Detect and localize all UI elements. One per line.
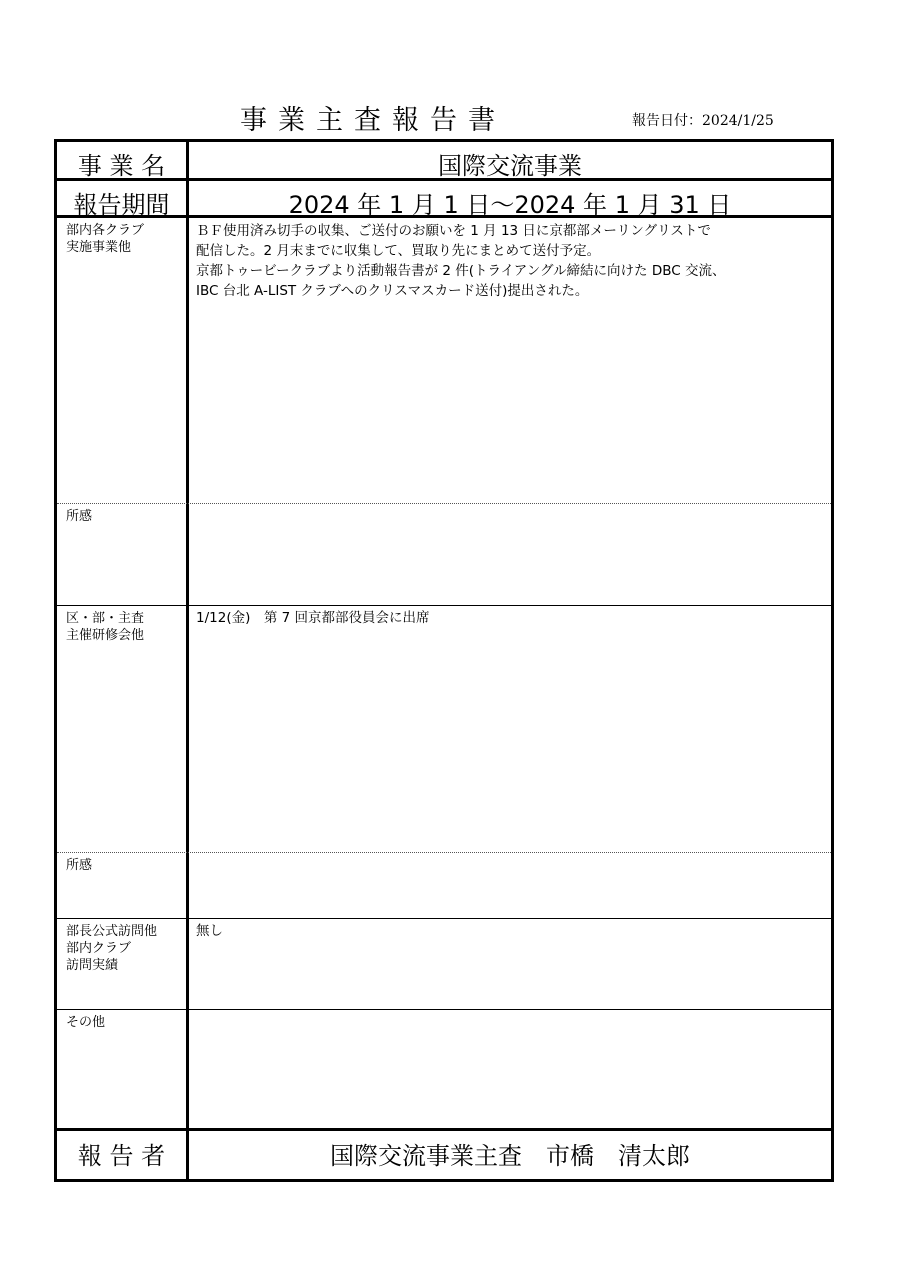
club-activities-line: 京都トゥービークラブより活動報告書が 2 件(トライアングル締結に向けた DBC 交流、 <box>196 263 726 279</box>
club-activities-line: ＢＦ使用済み切手の収集、ご送付のお願いを 1 月 13 日に京都部メーリングリストで <box>196 223 711 239</box>
club-activities-label: 部内各クラブ 実施事業他 <box>66 223 145 255</box>
other-label: その他 <box>66 1015 106 1030</box>
report-form <box>54 139 834 1182</box>
visits-label: 部長公式訪問他 部内クラブ 訪問実績 <box>66 924 158 973</box>
row-divider <box>57 215 831 218</box>
row-divider <box>57 503 831 504</box>
row-divider <box>57 1009 831 1010</box>
district-training-line: 1/12(金) 第 7 回京都部役員会に出席 <box>196 610 430 626</box>
report-date-value: 2024/1/25 <box>702 113 774 129</box>
reporter-label: 報 告 者 <box>77 1142 166 1170</box>
report-date-label: 報告日付： <box>632 113 702 129</box>
row-divider <box>57 178 831 181</box>
reporter-value: 国際交流事業主査 市橋 清太郎 <box>330 1142 690 1170</box>
project-label: 事 業 名 <box>77 152 166 180</box>
document-title: 事業主査報告書 <box>240 105 506 136</box>
row-divider <box>57 1128 831 1131</box>
impression-1-label: 所感 <box>66 509 93 524</box>
period-label: 報告期間 <box>73 191 170 219</box>
visits-text: 無し <box>196 923 223 939</box>
row-divider <box>57 852 831 853</box>
district-training-text <box>196 608 832 628</box>
project-value: 国際交流事業 <box>438 152 582 180</box>
impression-2-label: 所感 <box>66 858 93 873</box>
period-value: 2024 年 1 月 1 日～2024 年 1 月 31 日 <box>288 191 732 219</box>
club-activities-text <box>196 221 832 301</box>
club-activities-line: 配信した。2 月末までに収集して、買取り先にまとめて送付予定。 <box>196 243 601 259</box>
district-training-label: 区・部・主査 主催研修会他 <box>66 611 145 643</box>
report-date <box>632 110 774 130</box>
column-divider <box>186 142 189 1179</box>
row-divider <box>57 605 831 606</box>
row-divider <box>57 918 831 919</box>
club-activities-line: IBC 台北 A-LIST クラブへのクリスマスカード送付)提出された。 <box>196 283 589 299</box>
